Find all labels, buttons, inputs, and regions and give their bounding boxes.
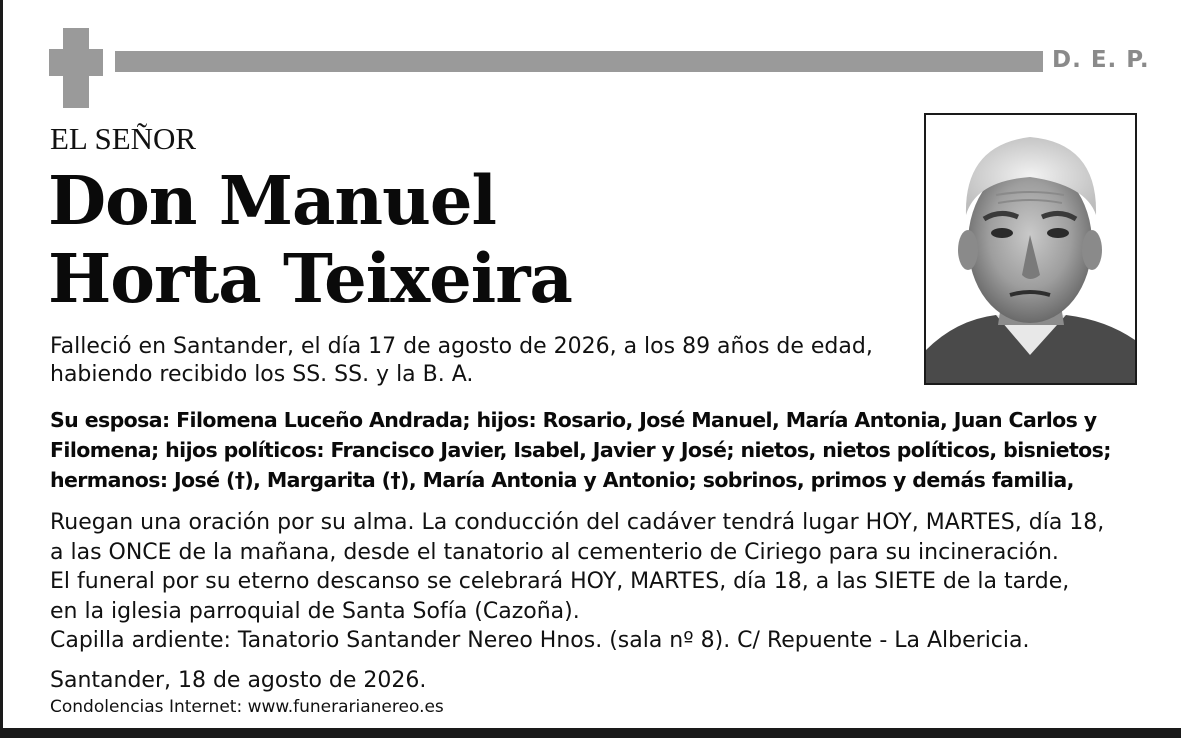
deceased-name: [48, 162, 572, 318]
family-list: [50, 405, 1160, 495]
lead-line-1: Falleció en Santander, el día 17 de agosto de 2026, a los 89 años de edad,: [50, 334, 873, 359]
family-line-2: Filomena; hijos políticos: Francisco Javier, Isabel, Javier y José; nietos, nietos políticos, bisnietos;: [50, 438, 1111, 462]
death-announcement: [50, 333, 873, 389]
portrait-photo: [924, 113, 1137, 385]
place-date-line: Santander, 18 de agosto de 2026.: [50, 668, 427, 693]
condolences-web-line: Condolencias Internet: www.funerarianereo.es: [50, 697, 444, 717]
family-line-3: hermanos: José (†), Margarita (†), María Antonia y Antonio; sobrinos, primos y demás familia,: [50, 468, 1074, 492]
name-line-1: Don Manuel: [48, 161, 496, 240]
family-line-1: Su esposa: Filomena Luceño Andrada; hijos: Rosario, José Manuel, María Antonia, Juan Carlos y: [50, 408, 1097, 432]
name-line-2: Horta Teixeira: [48, 239, 572, 318]
body-line-2: a las ONCE de la mañana, desde el tanatorio al cementerio de Ciriego para su incineración.: [50, 539, 1059, 565]
header-rule: [115, 51, 1043, 72]
body-line-5: Capilla ardiente: Tanatorio Santander Nereo Hnos. (sala nº 8). C/ Repuente - La Albericia.: [50, 628, 1030, 653]
service-details: [50, 508, 1104, 656]
body-line-1: Ruegan una oración por su alma. La conducción del cadáver tendrá lugar HOY, MARTES, día 18,: [50, 510, 1105, 535]
body-line-4: en la iglesia parroquial de Santa Sofía (Cazoña).: [50, 598, 580, 624]
dep-label: D. E. P.: [1052, 47, 1150, 73]
honorific: EL SEÑOR: [50, 121, 197, 156]
lead-line-2: habiendo recibido los SS. SS. y la B. A.: [50, 362, 474, 387]
body-line-3: El funeral por su eterno descanso se celebrará HOY, MARTES, día 18, a las SIETE de la tarde,: [50, 569, 1070, 594]
cross-icon: [49, 28, 103, 108]
